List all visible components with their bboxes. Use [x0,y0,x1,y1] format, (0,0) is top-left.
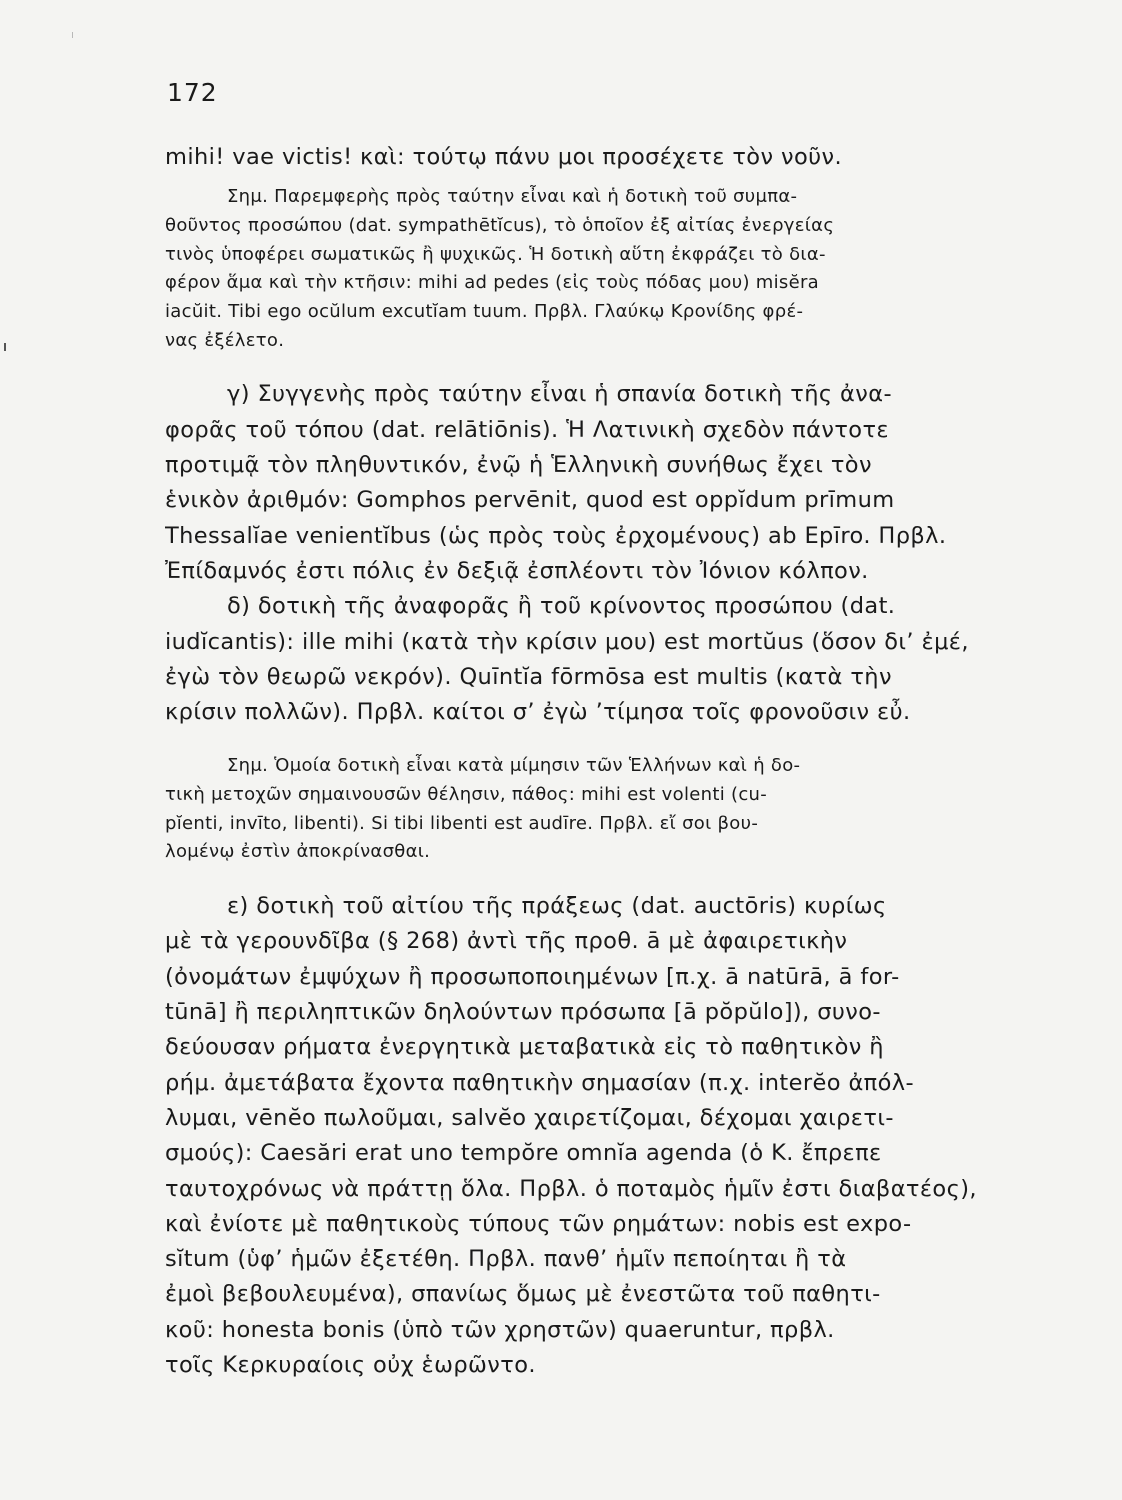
text-line: τικὴ μετοχῶν σημαινουσῶν θέλησιν, πάθος: mihi est volenti (cu- [165,784,768,806]
note-paragraph-1 [165,183,1051,355]
text-line: λομένῳ ἐστὶν ἀποκρίνασθαι. [165,841,431,863]
text-line: τοῖς Κερκυραίοις οὐχ ἑωρῶντο. [165,1352,536,1378]
text-line: ταυτοχρόνως νὰ πράττῃ ὅλα. Πρβλ. ὁ ποταμὸς ἡμῖν ἐστι διαβατέος), [165,1175,977,1202]
text-line: iacŭit. Tibi ego ocŭlum excutĭam tuum. Πρβλ. Γλαύκῳ Κρονίδης φρέ- [165,301,804,323]
text-line: θοῦντος προσώπου (dat. sympathētĭcus), τὸ ὁποῖον ἐξ αἰτίας ἐνεργείας [165,214,835,236]
text-line: ἑνικὸν ἀριθμόν: Gomphos pervēnit, quod est oppĭdum prīmum [165,487,895,514]
text-line: κρίσιν πολλῶν). Πρβλ. καίτοι σ’ ἐγὼ ’τίμησα τοῖς φρονοῦσιν εὖ. [165,699,911,726]
text-line: Σημ. Ὁμοία δοτικὴ εἶναι κατὰ μίμησιν τῶν Ἑλλήνων καὶ ἡ δο- [227,755,801,777]
text-line: Σημ. Παρεμφερὴς πρὸς ταύτην εἶναι καὶ ἡ δοτικὴ τοῦ συμπα- [227,186,798,208]
text-line: τινὸς ὑποφέρει σωματικῶς ἢ ψυχικῶς. Ἡ δοτικὴ αὕτη ἐκφράζει τὸ δια- [165,243,826,265]
text-line: ε) δοτικὴ τοῦ αἰτίου τῆς πράξεως (dat. auctōris) κυρίως [227,893,887,920]
page-body [165,140,1051,1383]
note-paragraph-2 [165,752,1051,867]
text-line: φέρον ἅμα καὶ τὴν κτῆσιν: mihi ad pedes (εἰς τοὺς πόδας μου) misĕra [165,272,820,294]
section-epsilon [165,889,1051,1383]
text-line: ρήμ. ἀμετάβατα ἔχοντα παθητικὴν σημασίαν (π.χ. interĕo ἀπόλ- [165,1069,915,1096]
text-line: mihi! vae victis! καὶ: τούτῳ πάνυ μοι προσέχετε τὸν νοῦν. [165,144,843,170]
text-line: σμούς): Caesări erat uno tempŏre omnĭa agenda (ὁ Κ. ἔπρεπε [165,1140,882,1167]
text-line: iudĭcantis): ille mihi (κατὰ τὴν κρίσιν μου) est mortŭus (ὅσον δι’ ἐμέ, [165,628,969,655]
scan-corner-mark [72,32,77,38]
page-number: 172 [167,78,218,107]
margin-mark [4,343,6,351]
text-line: tūnā] ἢ περιληπτικῶν δηλούντων πρόσωπα [ā pŏpŭlo]), συνο- [165,999,881,1026]
text-line: φορᾶς τοῦ τόπου (dat. relātiōnis). Ἡ Λατινικὴ σχεδὸν πάντοτε [165,416,889,443]
text-line: προτιμᾷ τὸν πληθυντικόν, ἐνῷ ἡ Ἑλληνικὴ συνήθως ἔχει τὸν [165,452,872,479]
text-line: ἐμοὶ βεβουλευμένα), σπανίως ὅμως μὲ ἐνεστῶτα τοῦ παθητι- [165,1281,881,1308]
section-gamma-delta [165,377,1051,730]
intro-paragraph [165,140,1051,175]
text-line: κοῦ: honesta bonis (ὑπὸ τῶν χρηστῶν) quaeruntur, πρβλ. [165,1316,835,1343]
text-line: ἐγὼ τὸν θεωρῶ νεκρόν). Quīntĭa fōrmōsa est multis (κατὰ τὴν [165,663,892,690]
text-line: νας ἐξέλετο. [165,329,285,351]
text-line: sĭtum (ὑφ’ ἡμῶν ἐξετέθη. Πρβλ. πανθ’ ἡμῖν πεποίηται ἢ τὰ [165,1246,847,1273]
text-line: Thessalĭae venientĭbus (ὡς πρὸς τοὺς ἐρχομένους) ab Epīro. Πρβλ. [165,522,947,549]
text-line: δεύουσαν ρήματα ἐνεργητικὰ μεταβατικὰ εἰς τὸ παθητικὸν ἢ [165,1034,884,1061]
text-line: καὶ ἐνίοτε μὲ παθητικοὺς τύπους τῶν ρημάτων: nobis est expo- [165,1210,912,1237]
text-line: λυμαι, vēnĕo πωλοῦμαι, salvĕo χαιρετίζομαι, δέχομαι χαιρετι- [165,1104,894,1131]
text-line: pĭenti, invīto, libenti). Si tibi libenti est audīre. Πρβλ. εἴ σοι βου- [165,812,759,834]
text-line: γ) Συγγενὴς πρὸς ταύτην εἶναι ἡ σπανία δοτικὴ τῆς ἀνα- [227,381,892,408]
text-line: Ἐπίδαμνός ἐστι πόλις ἐν δεξιᾷ ἐσπλέοντι τὸν Ἰόνιον κόλπον. [165,557,869,584]
text-line: δ) δοτικὴ τῆς ἀναφορᾶς ἢ τοῦ κρίνοντος προσώπου (dat. [227,593,896,620]
text-line: μὲ τὰ γερουνδῖβα (§ 268) ἀντὶ τῆς προθ. ā μὲ ἀφαιρετικὴν [165,928,848,955]
text-line: (ὀνομάτων ἐμψύχων ἢ προσωποποιημένων [π.χ. ā natūrā, ā for- [165,963,900,990]
